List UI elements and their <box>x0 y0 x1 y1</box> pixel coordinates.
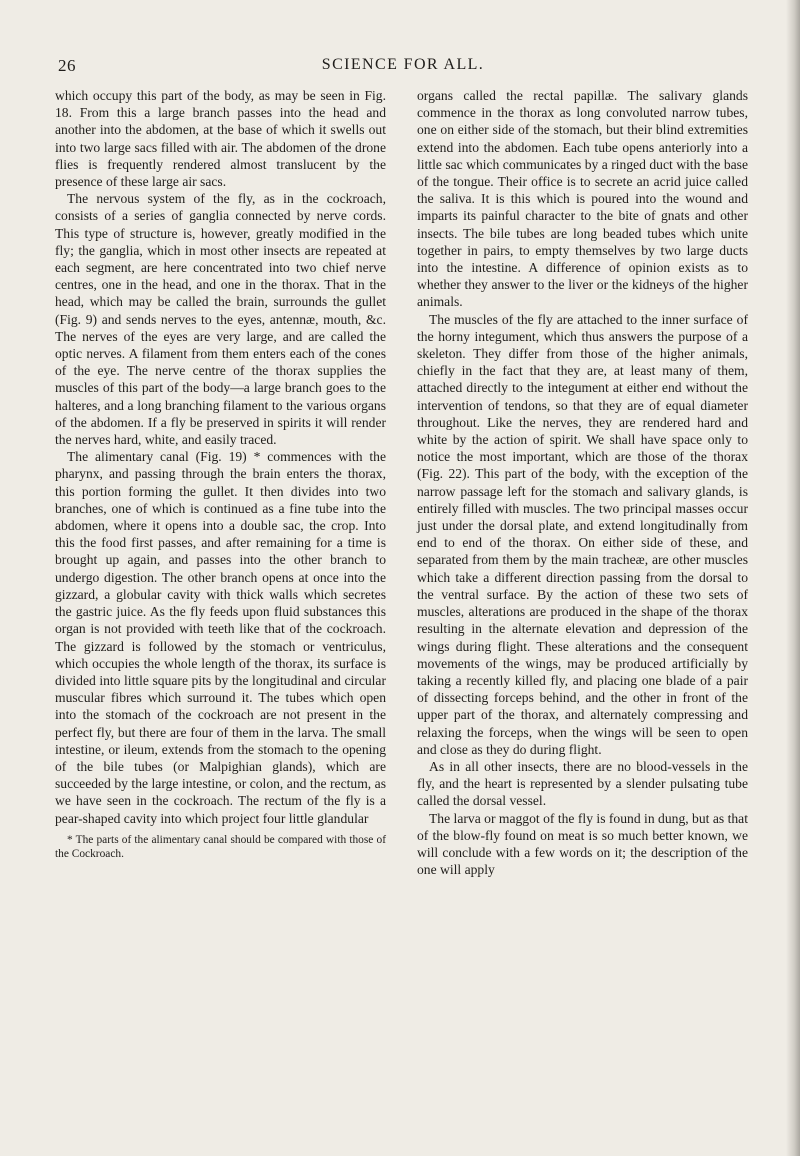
paragraph: The muscles of the fly are attached to the inner surface of the horny integument, which thus answers the purpose of a skeleton. They differ from those of the higher animals, chiefly in the fact that they are, at least many of them, attached directly to the integument at either end without the intervention of tendons, so that they are of equal diameter throughout. Like the nerves, they are rendered hard and white by the action of spirit. We shall have space only to notice the most important, which are those of the thorax (Fig. 22). This part of the body, with the exception of the narrow passage left for the stomach and salivary glands, is entirely filled with muscles. The two principal masses occur just under the dorsal plate, and extend longitudinally from end to end of the thorax. On either side of these, and separated from them by the main tracheæ, are other muscles which take a different direction passing from the dorsal to the ventral surface. By the action of these two sets of muscles, alterations are produced in the shape of the thorax resulting in the alternate elevation and depression of the wings during flight. These alterations and the consequent movements of the wings, may be produced artificially by taking a recently killed fly, and placing one blade of a pair of dissecting forceps behind, and the other in front of the upper part of the thorax, and alternately compressing and relaxing the forceps, when the wings will be seen to open and close as they do during flight. <box>417 311 748 757</box>
paragraph: organs called the rectal papillæ. The salivary glands commence in the thorax as long convoluted narrow tubes, one on either side of the stomach, but their blind extremities extend into the abdomen. Each tube opens anteriorly into a little sac which communicates by a ringed duct with the base of the tongue. Their office is to secrete an acrid juice called the saliva. It is this which is poured into the wound and imparts its painful character to the bite of gnats and other insects. The bile tubes are long beaded tubes which unite together in pairs, to empty themselves by two large ducts into the intestine. A difference of opinion exists as to whether they answer to the liver or the kidneys of the higher animals. <box>417 88 748 310</box>
page-edge-shadow <box>786 0 800 1156</box>
right-column <box>417 87 748 878</box>
left-column <box>55 87 386 861</box>
paragraph: As in all other insects, there are no blood-vessels in the fly, and the heart is represented by a slender pulsating tube called the dorsal vessel. <box>417 758 748 809</box>
footnote: * The parts of the alimentary canal should be compared with those of the Cockroach. <box>55 833 386 860</box>
paragraph: The larva or maggot of the fly is found in dung, but as that of the blow-fly found on meat is so much better known, we will conclude with a few words on it; the description of the one will apply <box>417 810 748 878</box>
paragraph: which occupy this part of the body, as may be seen in Fig. 18. From this a large branch passes into the head and another into the abdomen, at the base of which it swells out into two large sacs filled with air. The abdomen of the drone flies is frequently rendered almost translucent by the presence of these large air sacs. <box>55 88 386 190</box>
page-number: 26 <box>58 56 76 75</box>
paragraph: The alimentary canal (Fig. 19) * commences with the pharynx, and passing through the brain enters the thorax, this portion forming the gullet. It then divides into two branches, one of which is continued as a fine tube into the abdomen, where it opens into a double sac, the crop. Into this the food first passes, and after remaining for a time is brought up again, and passes into the other branch to undergo digestion. The other branch opens at once into the gizzard, a globular cavity with thick walls which secretes the gastric juice. As the fly feeds upon fluid substances this organ is not provided with teeth like that of the cockroach. The gizzard is followed by the stomach or ventriculus, which occupies the whole length of the thorax, its surface is divided into little square pits by the longitudinal and circular muscular fibres which surround it. The tubes which open into the stomach of the cockroach are not present in the perfect fly, but there are four of them in the larva. The small intestine, or ileum, extends from the stomach to the opening of the bile tubes (or Malpighian glands), which are succeeded by the large intestine, or colon, and the rectum, as we have seen in the cockroach. The rectum of the fly is a pear-shaped cavity into which project four little glandular <box>55 449 386 826</box>
paragraph: The nervous system of the fly, as in the cockroach, consists of a series of ganglia connected by nerve cords. This type of structure is, however, greatly modified in the fly; the ganglia, which in most other insects are repeated at each segment, are here concentrated into two chief nerve centres, one in the head, and one in the thorax. That in the head, which may be called the brain, surrounds the gullet (Fig. 9) and sends nerves to the eyes, antennæ, mouth, &c. The nerves of the eyes are very large, and are called the optic nerves. A filament from them enters each of the cones of the eye. The nerve centre of the thorax supplies the muscles of this part of the body—a large branch goes to the halteres, and a long branching filament to the various organs of the abdomen. If a fly be preserved in spirits it will render the nerves hard, white, and easily traced. <box>55 191 386 448</box>
running-title: SCIENCE FOR ALL. <box>321 56 485 73</box>
page-header <box>58 56 748 80</box>
